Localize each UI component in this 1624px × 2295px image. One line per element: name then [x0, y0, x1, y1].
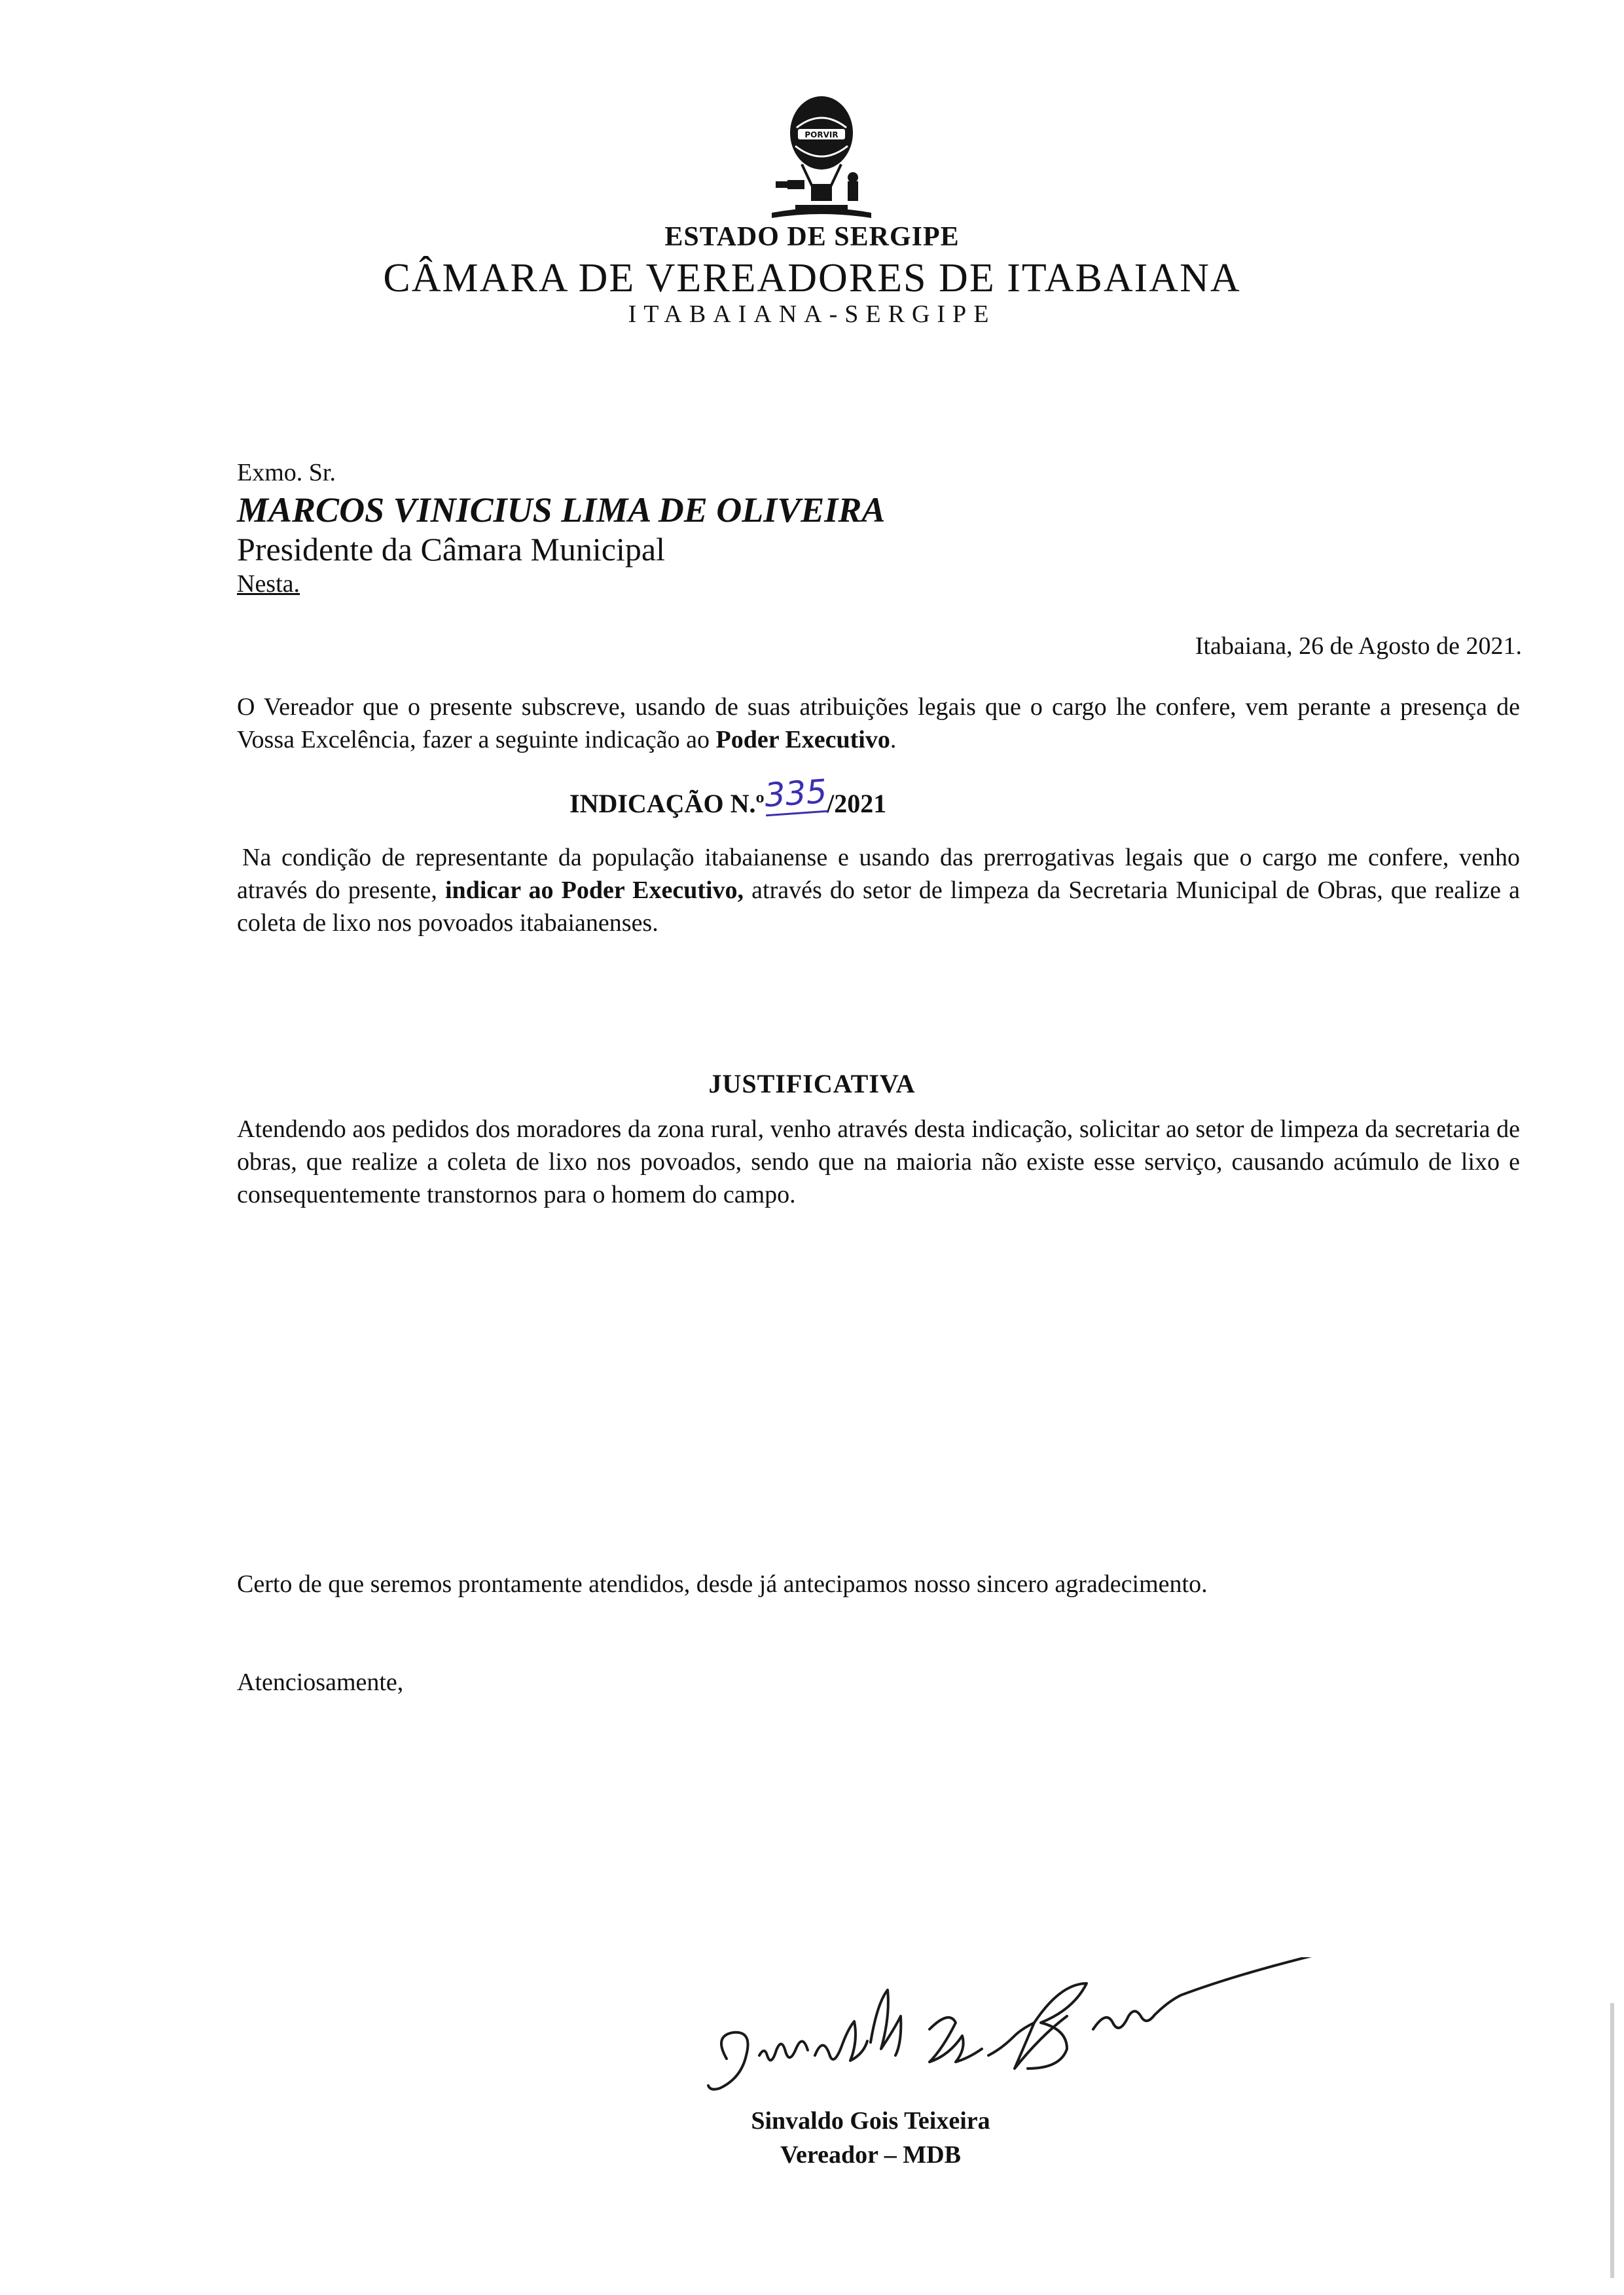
body-bold: indicar ao Poder Executivo, [445, 876, 744, 904]
recipient-name: MARCOS VINICIUS LIMA DE OLIVEIRA [237, 490, 886, 530]
salutation: Atenciosamente, [237, 1669, 404, 1696]
intro-end: . [890, 726, 897, 753]
intro-bold: Poder Executivo [715, 726, 890, 753]
recipient-greeting: Exmo. Sr. [237, 459, 336, 486]
intro-paragraph [237, 691, 1520, 756]
recipient-place: Nesta. [237, 570, 300, 598]
justification-title: JUSTIFICATIVA [708, 1069, 916, 1098]
chamber-heading: CÂMARA DE VEREADORES DE ITABAIANA [383, 256, 1241, 300]
intro-text: O Vereador que o presente subscreve, usando de suas atribuições legais que o cargo lhe confere, vem perante a presença de Vossa Excelência, fazer a seguinte indicação ao [237, 693, 1520, 753]
date-line: Itabaiana, 26 de Agosto de 2021. [1195, 632, 1522, 660]
city-heading: ITABAIANA-SERGIPE [628, 300, 996, 328]
body-part2: através do setor de limpeza da Secretaria Municipal de Obras, que realize a coleta de lixo nos povoados itabaianenses. [237, 876, 1520, 937]
handwritten-signature [707, 1957, 1348, 2121]
recipient-role: Presidente da Câmara Municipal [237, 531, 665, 568]
indication-handwritten-number: 335 [763, 772, 828, 817]
scan-edge-mark [1610, 2003, 1614, 2278]
closing-paragraph: Certo de que seremos prontamente atendidos, desde já antecipamos nosso sincero agradecimento. [237, 1570, 1208, 1598]
signer-role-party: Vereador – MDB [780, 2141, 961, 2169]
balloon-crest-icon [749, 82, 893, 226]
svg-text:PORVIR: PORVIR [804, 130, 839, 139]
indication-number [569, 772, 887, 822]
state-heading: ESTADO DE SERGIPE [664, 222, 960, 252]
justification-paragraph: Atendendo aos pedidos dos moradores da zona rural, venho através desta indicação, solicitar ao setor de limpeza da secretaria de obras, que realize a coleta de lixo nos povoados, sendo que na maioria não existe esse serviço, causando acúmulo de lixo e consequentemente transtornos para o homem do campo. [237, 1115, 1520, 1208]
signer-name: Sinvaldo Gois Teixeira [751, 2107, 990, 2135]
body-part1: Na condição de representante da população itabaianense e usando das prerrogativas legais que o cargo me confere, venho através do presente, [237, 844, 1520, 904]
body-paragraph [237, 841, 1520, 939]
indication-suffix: /2021 [827, 789, 887, 818]
indication-prefix: INDICAÇÃO N.º [569, 789, 765, 818]
